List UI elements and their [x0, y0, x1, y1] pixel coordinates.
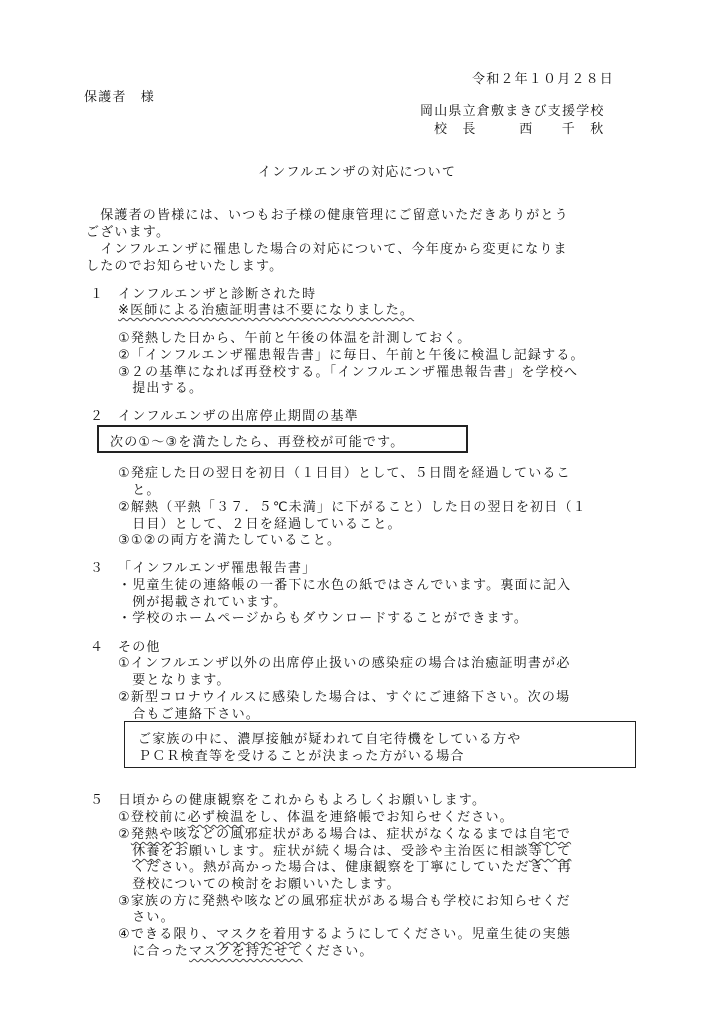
- emphasis-text: 自宅で: [528, 827, 572, 842]
- section-number: １: [90, 287, 105, 302]
- contact-box-line: ご家族の中に、濃厚接触が疑われて自宅待機をしている方や: [138, 732, 522, 747]
- list-item: ・児童生徒の連絡帳の一番下に水色の紙ではさんでいます。裏面に記入: [118, 578, 572, 593]
- section-number: ２: [90, 409, 105, 424]
- list-item: ②解熱（平熱「３７．５℃未満」に下がること）した日の翌日を初日（１: [118, 500, 587, 515]
- list-item: ③２の基準になれば再登校する。「インフルエンザ罹患報告書」を学校へ: [118, 365, 579, 380]
- intro-line: 保護者の皆様には、いつもお子様の健康管理にご留意いただきありがとう: [86, 208, 569, 223]
- list-item: ④できる限り、マスクを着用するようにしてください。児童生徒の実態: [118, 927, 572, 942]
- list-item: 休養をお願いします。症状が続く場合は、受診や主治医に相談等して: [132, 844, 572, 859]
- addressee: 保護者 様: [84, 90, 156, 105]
- intro-line: ございます。: [86, 225, 171, 240]
- list-item: と。: [118, 483, 161, 498]
- list-item: ①インフルエンザ以外の出席停止扱いの感染症の場合は治癒証明書が必: [118, 656, 571, 671]
- section-heading: 「インフルエンザ罹患報告書」: [118, 561, 317, 576]
- list-item: ①登校前に必ず検温をし、体温を連絡帳でお知らせください。: [118, 810, 514, 825]
- section-heading: その他: [118, 640, 161, 655]
- emphasis-text: 必ず検温: [187, 810, 245, 825]
- list-item: 要となります。: [118, 673, 231, 688]
- list-item: ください。熱が高かった場合は、健康観察を丁寧にしていただき、再: [118, 860, 572, 875]
- section-heading: インフルエンザと診断された時: [118, 287, 317, 302]
- section-number: ４: [90, 640, 105, 655]
- list-item: ③家族の方に発熱や咳などの風邪症状がある場合も学校にお知らせくだ: [118, 894, 571, 909]
- school-name: 岡山県立倉敷まきび支援学校: [420, 104, 605, 119]
- list-item: ・学校のホームページからもダウンロードすることができます。: [118, 611, 529, 626]
- section-heading: 日頃からの健康観察をこれからもよろしくお願いします。: [118, 793, 487, 808]
- principal-name: 校 長 西 千 秋: [434, 122, 605, 137]
- emphasis-text: 等して: [528, 844, 572, 859]
- list-item: 例が掲載されています。: [118, 595, 288, 610]
- list-item: 日目）として、２日を経過していること。: [118, 517, 402, 532]
- section-number: ３: [90, 561, 105, 576]
- list-item: ③①②の両方を満たしていること。: [118, 533, 342, 548]
- list-item: ②新型コロナウイルスに感染した場合は、すぐにご連絡下さい。次の場: [118, 690, 571, 705]
- document-title: インフルエンザの対応について: [258, 165, 457, 180]
- emphasis-text: 発熱や咳: [130, 827, 188, 842]
- list-item: ②「インフルエンザ罹患報告書」に毎日、午前と午後に検温し記録する。: [118, 348, 585, 363]
- emphasis-text: マスクを持たせて: [189, 944, 303, 959]
- emphasis-text: マスクを着用: [216, 927, 302, 942]
- intro-line: インフルエンザに罹患した場合の対応について、今年度から変更になりま: [86, 242, 568, 257]
- intro-line: したのでお知らせいたします。: [86, 259, 284, 274]
- list-item: 合もご連絡下さい。: [118, 707, 261, 722]
- list-item: さい。: [118, 910, 175, 925]
- date: 令和２年１０月２８日: [472, 72, 615, 87]
- section-note: ※医師による治癒証明書は不要になりました。: [118, 303, 415, 318]
- list-item: 登校についての検討をお願いいたします。: [118, 877, 401, 892]
- list-item: ①発熱した日から、午前と午後の体温を計測しておく。: [118, 331, 472, 346]
- section-heading: インフルエンザの出席停止期間の基準: [118, 409, 359, 424]
- list-item: 提出する。: [118, 381, 204, 396]
- emphasis-text: 休養: [132, 844, 161, 859]
- section-number: ５: [90, 793, 105, 808]
- contact-box-line: ＰＣＲ検査等を受けることが決まった方がいる場合: [138, 749, 465, 764]
- list-item: ①発症した日の翌日を初日（１日目）として、５日間を経過しているこ: [118, 466, 571, 481]
- criteria-box-text: 次の①～③を満たしたら、再登校が可能です。: [110, 435, 405, 450]
- list-item: に合ったマスクを持たせてください。: [118, 944, 374, 959]
- list-item: ②発熱や咳などの風邪症状がある場合は、症状がなくなるまでは自宅で: [118, 827, 572, 842]
